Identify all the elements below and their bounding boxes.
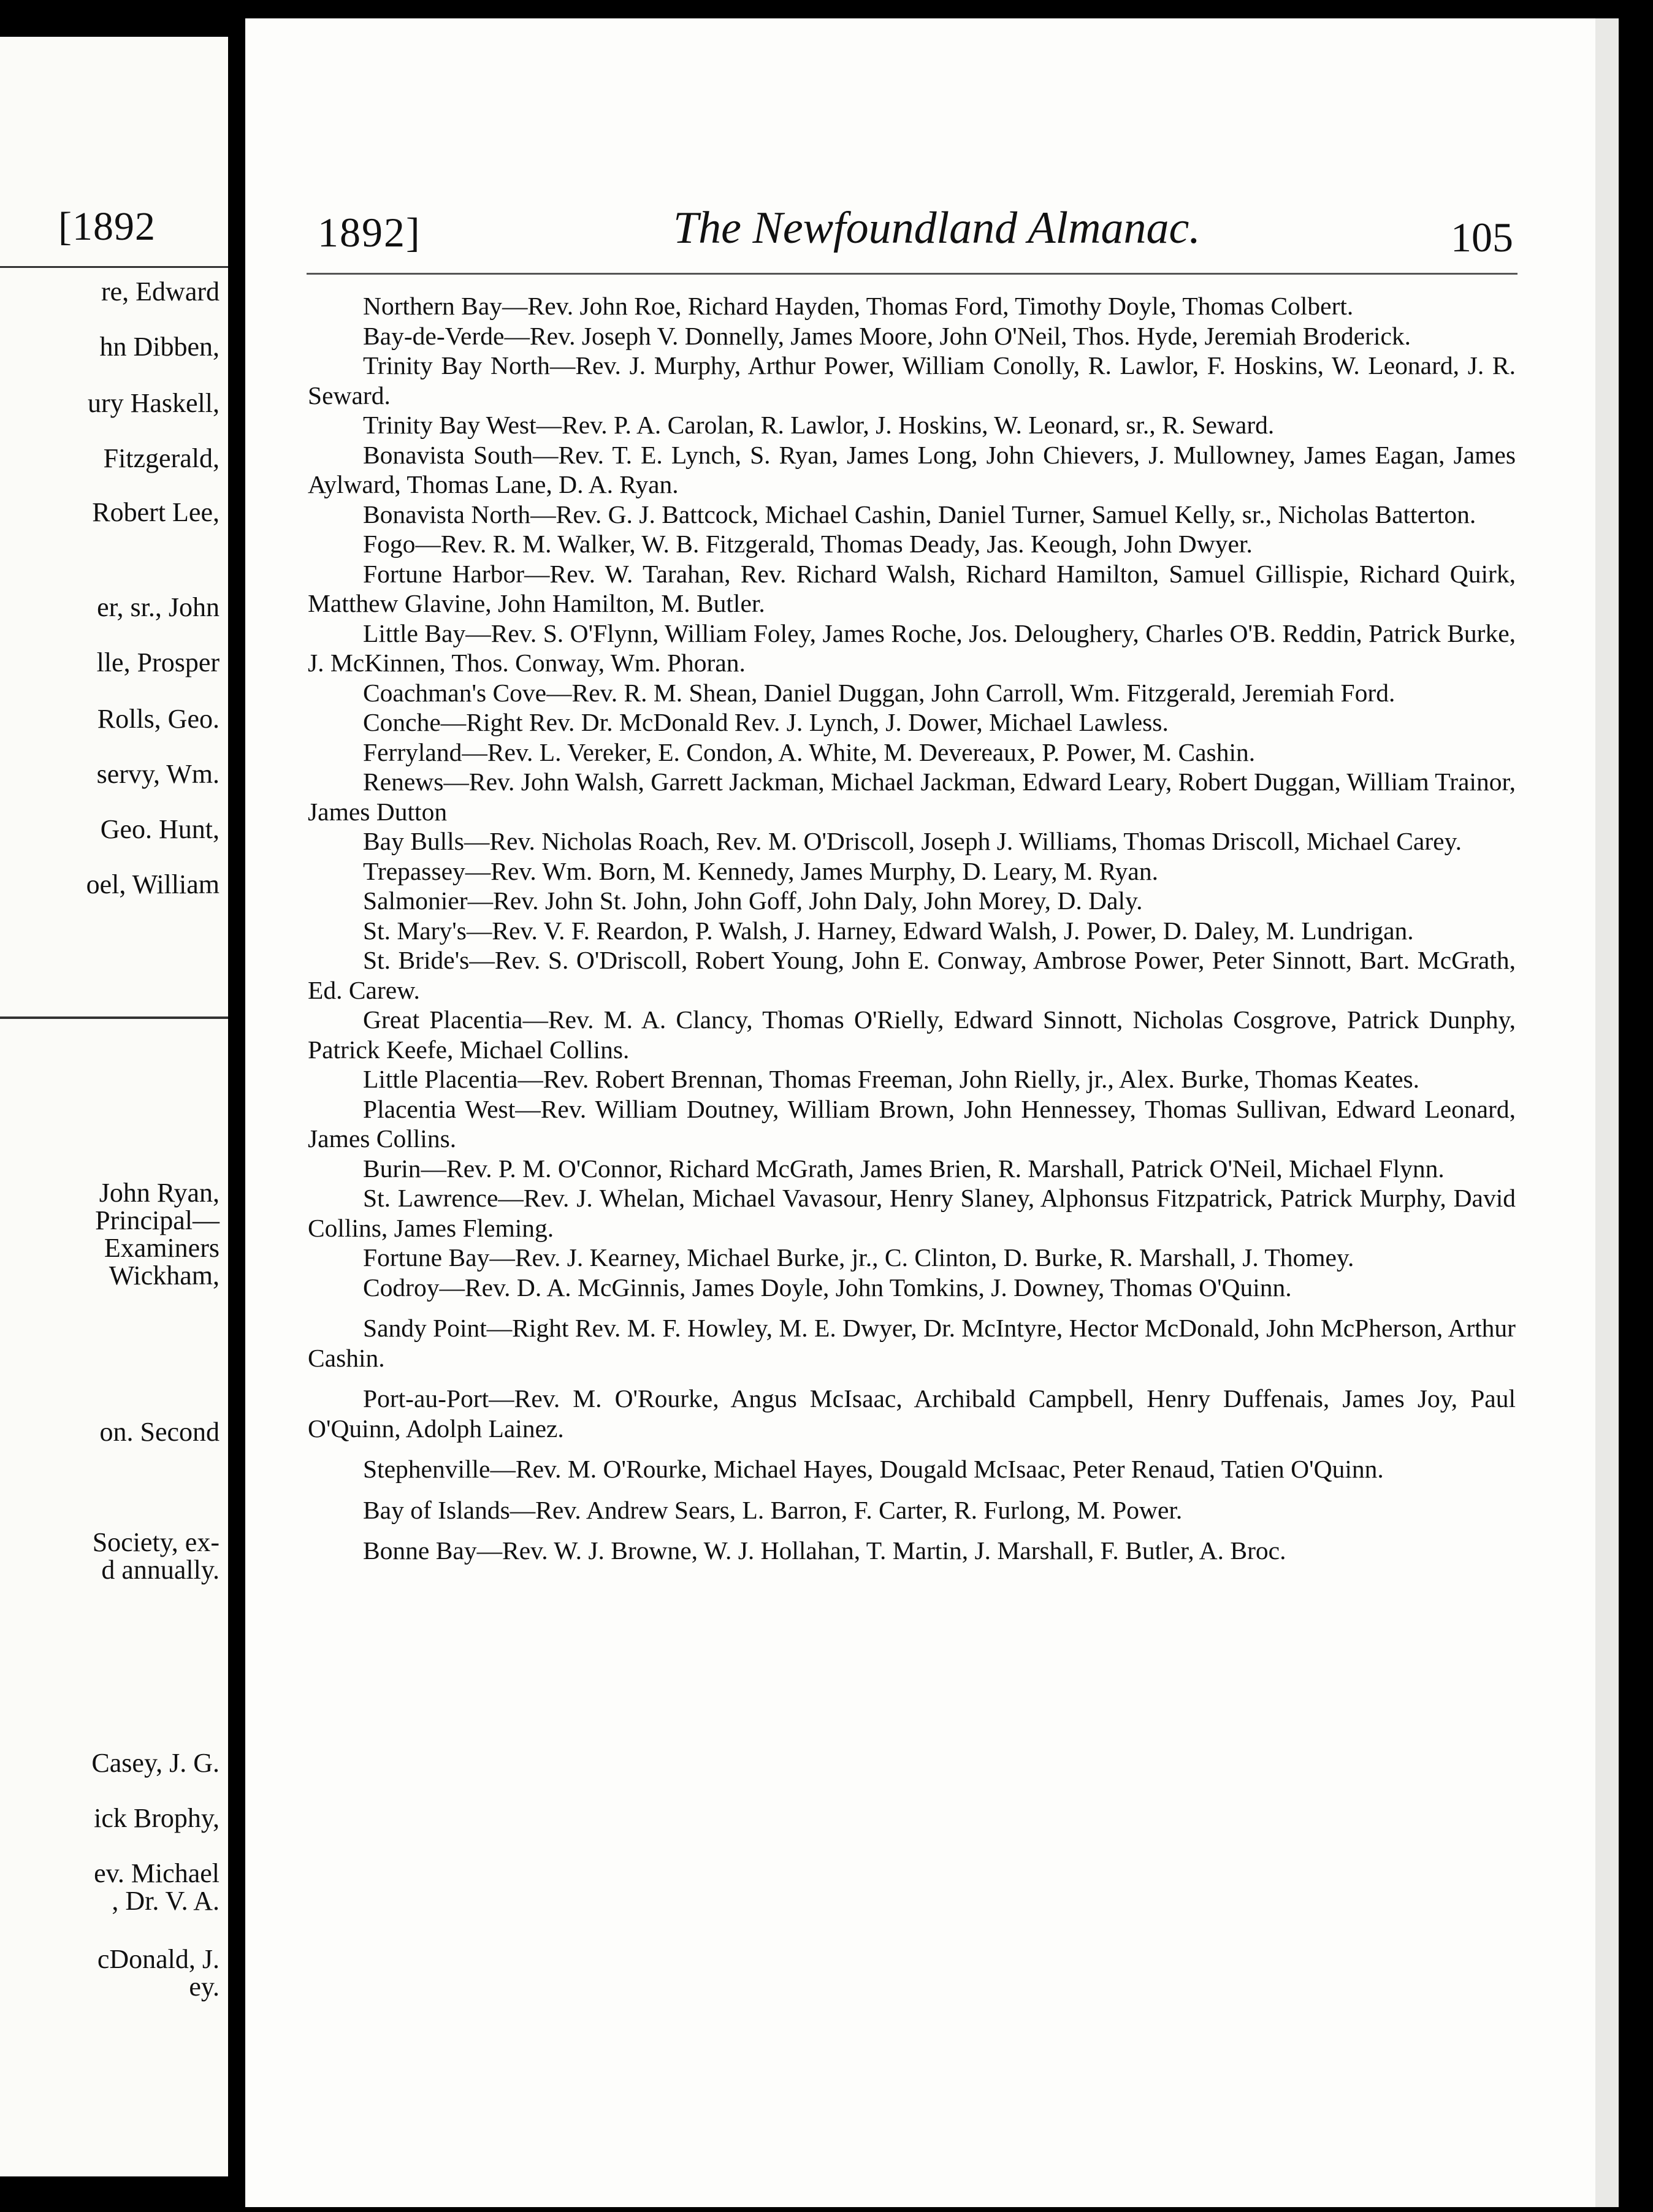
parish-entry: Coachman's Cove—Rev. R. M. Shean, Daniel Duggan, John Carroll, Wm. Fitzgerald, Jeremiah Ford. xyxy=(363,678,1395,707)
parish-entry: Fortune Bay—Rev. J. Kearney, Michael Burke, jr., C. Clinton, D. Burke, R. Marshall, J. Thomey. xyxy=(363,1243,1354,1272)
parish-entry: Conche—Right Rev. Dr. McDonald Rev. J. Lynch, J. Dower, Michael Lawless. xyxy=(363,708,1169,736)
left-page-line: on. Second xyxy=(99,1417,220,1447)
parish-entry: Renews—Rev. John Walsh, Garrett Jackman, Michael Jackman, Edward Leary, Robert Duggan, William Trainor, James Dutton xyxy=(308,768,1516,826)
parish-entry: Bay of Islands—Rev. Andrew Sears, L. Barron, F. Carter, R. Furlong, M. Power. xyxy=(363,1495,1183,1524)
left-page-line: ick Brophy, xyxy=(94,1803,220,1833)
parish-entry: Bay Bulls—Rev. Nicholas Roach, Rev. M. O'Driscoll, Joseph J. Williams, Thomas Driscoll, Michael Carey. xyxy=(363,827,1462,855)
parish-entry: Codroy—Rev. D. A. McGinnis, James Doyle, John Tomkins, J. Downey, Thomas O'Quinn. xyxy=(363,1273,1292,1302)
parish-entry: Bay-de-Verde—Rev. Joseph V. Donnelly, James Moore, John O'Neil, Thos. Hyde, Jeremiah Broderick. xyxy=(363,321,1411,350)
parish-entry: Trepassey—Rev. Wm. Born, M. Kennedy, James Murphy, D. Leary, M. Ryan. xyxy=(363,856,1158,885)
page-number: 105 xyxy=(1451,214,1513,261)
left-page-line: d annually. xyxy=(101,1555,220,1585)
parish-entry: Fortune Harbor—Rev. W. Tarahan, Rev. Richard Walsh, Richard Hamilton, Samuel Gillispie, Richard Quirk, Matthew Glavine, John Hamilton, M. Butler. xyxy=(308,559,1516,617)
parish-entry: Great Placentia—Rev. M. A. Clancy, Thomas O'Rielly, Edward Sinnott, Nicholas Cosgrove, Patrick Dunphy, Patrick Keefe, Michael Collins. xyxy=(308,1005,1516,1064)
left-page-line: Wickham, xyxy=(109,1260,220,1291)
parish-entry: St. Mary's—Rev. V. F. Reardon, P. Walsh, J. Harney, Edward Walsh, J. Power, D. Daley, M. Lundrigan. xyxy=(363,916,1414,945)
parish-entry: Sandy Point—Right Rev. M. F. Howley, M. E. Dwyer, Dr. McIntyre, Hector McDonald, John McPherson, Arthur Cashin. xyxy=(308,1314,1516,1372)
parish-entry: Little Placentia—Rev. Robert Brennan, Thomas Freeman, John Rielly, jr., Alex. Burke, Thomas Keates. xyxy=(363,1065,1420,1093)
page-edge xyxy=(1595,18,1619,2207)
parish-entry: Salmonier—Rev. John St. John, John Goff, John Daly, John Morey, D. Daly. xyxy=(363,887,1143,915)
running-head-title: The Newfoundland Almanac. xyxy=(673,203,1201,253)
left-page-line: servy, Wm. xyxy=(96,759,220,789)
left-page-line: er, sr., John xyxy=(97,592,220,622)
left-section-rule xyxy=(0,1016,228,1019)
running-head xyxy=(318,202,1513,261)
left-page-line: ey. xyxy=(189,1972,220,2002)
parish-entry: Port-au-Port—Rev. M. O'Rourke, Angus McIsaac, Archibald Campbell, Henry Duffenais, James Joy, Paul O'Quinn, Adolph Lainez. xyxy=(308,1384,1516,1443)
parish-entry: Trinity Bay North—Rev. J. Murphy, Arthur Power, William Conolly, R. Lawlor, F. Hoskins, W. Leonard, J. R. Seward. xyxy=(308,351,1516,410)
left-page-fragment xyxy=(0,37,228,2176)
parish-entry: Northern Bay—Rev. John Roe, Richard Hayden, Thomas Ford, Timothy Doyle, Thomas Colbert. xyxy=(363,292,1354,320)
parish-entry: Bonne Bay—Rev. W. J. Browne, W. J. Hollahan, T. Martin, J. Marshall, F. Butler, A. Broc. xyxy=(363,1536,1286,1565)
left-page-line: oel, William xyxy=(86,869,220,899)
left-page-line: Fitzgerald, xyxy=(103,443,220,473)
left-page-line: Society, ex- xyxy=(92,1527,220,1557)
parish-entry: St. Lawrence—Rev. J. Whelan, Michael Vavasour, Henry Slaney, Alphonsus Fitzpatrick, Patrick Murphy, David Collins, James Fleming. xyxy=(308,1184,1516,1242)
left-page-line: hn Dibben, xyxy=(99,332,220,362)
parish-entry: Burin—Rev. P. M. O'Connor, Richard McGrath, James Brien, R. Marshall, Patrick O'Neil, Michael Flynn. xyxy=(363,1154,1445,1183)
left-page-line: ury Haskell, xyxy=(87,388,220,418)
running-head-year: 1892] xyxy=(318,209,421,256)
left-page-line: cDonald, J. xyxy=(97,1944,220,1974)
left-page-line: , Dr. V. A. xyxy=(112,1886,220,1916)
header-rule xyxy=(307,273,1517,275)
right-page xyxy=(245,18,1619,2207)
left-page-line: Rolls, Geo. xyxy=(97,704,220,734)
left-page-line: lle, Prosper xyxy=(96,647,220,677)
parish-entries xyxy=(308,291,1516,1566)
parish-entry: Trinity Bay West—Rev. P. A. Carolan, R. Lawlor, J. Hoskins, W. Leonard, sr., R. Seward. xyxy=(363,411,1275,439)
parish-entry: Ferryland—Rev. L. Vereker, E. Condon, A. White, M. Devereaux, P. Power, M. Cashin. xyxy=(363,738,1256,766)
left-page-line: Casey, J. G. xyxy=(91,1748,220,1778)
left-page-line: Examiners xyxy=(104,1233,220,1263)
parish-entry: Little Bay—Rev. S. O'Flynn, William Foley, James Roche, Jos. Deloughery, Charles O'B. Reddin, Patrick Burke, J. McKinnen, Thos. Conway, Wm. Phoran. xyxy=(308,619,1516,677)
left-page-line: ev. Michael xyxy=(94,1858,220,1888)
parish-entry: Placentia West—Rev. William Doutney, William Brown, John Hennessey, Thomas Sullivan, Edward Leonard, James Collins. xyxy=(308,1094,1516,1153)
left-page-line: re, Edward xyxy=(101,276,220,307)
book-gutter xyxy=(228,0,245,2212)
left-page-line: John Ryan, xyxy=(99,1178,220,1208)
parish-entry: Bonavista South—Rev. T. E. Lynch, S. Ryan, James Long, John Chievers, J. Mullowney, James Eagan, James Aylward, Thomas Lane, D. A. Ryan. xyxy=(308,440,1516,498)
parish-entry: Fogo—Rev. R. M. Walker, W. B. Fitzgerald, Thomas Deady, Jas. Keough, John Dwyer. xyxy=(363,530,1253,558)
left-page-line: Principal— xyxy=(95,1205,220,1235)
left-page-header: [1892 xyxy=(58,204,156,249)
left-page-line: Robert Lee, xyxy=(92,497,220,527)
parish-entry: St. Bride's—Rev. S. O'Driscoll, Robert Young, John E. Conway, Ambrose Power, Peter Sinnott, Bart. McGrath, Ed. Carew. xyxy=(308,946,1516,1004)
parish-entry: Stephenville—Rev. M. O'Rourke, Michael Hayes, Dougald McIsaac, Peter Renaud, Tatien O'Quinn. xyxy=(363,1455,1384,1483)
parish-entry: Bonavista North—Rev. G. J. Battcock, Michael Cashin, Daniel Turner, Samuel Kelly, sr., Nicholas Batterton. xyxy=(363,500,1476,528)
left-page-line: Geo. Hunt, xyxy=(100,814,220,844)
left-header-rule xyxy=(0,266,228,268)
